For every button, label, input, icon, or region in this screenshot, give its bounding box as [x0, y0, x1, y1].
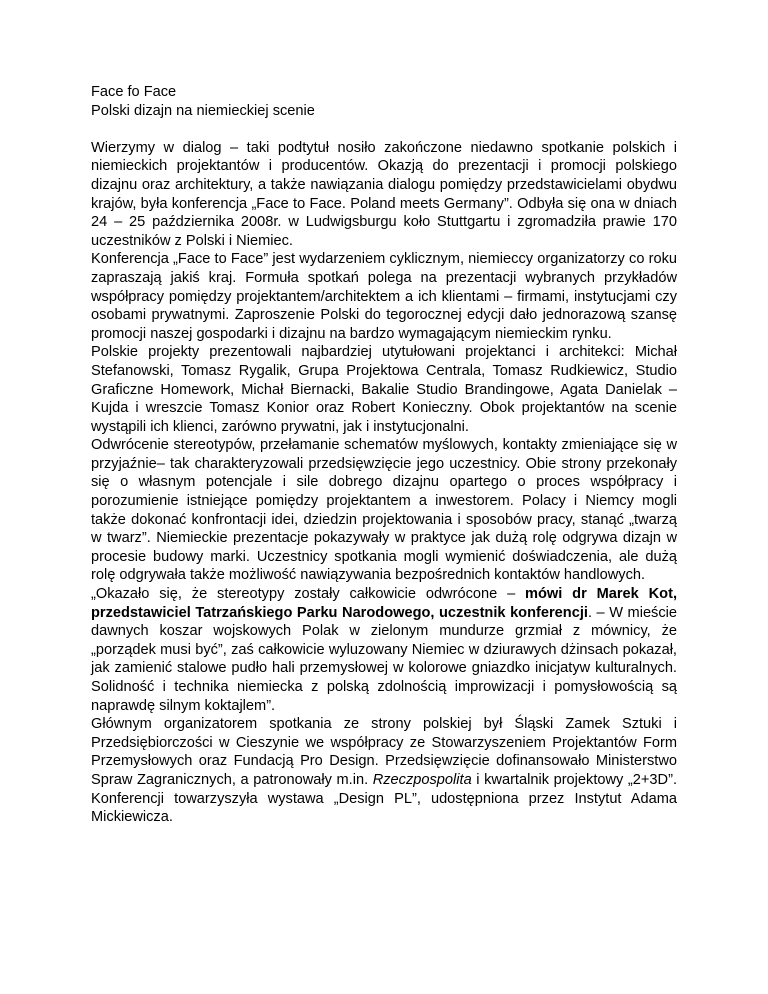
paragraph-conference-format: Konferencja „Face to Face” jest wydarzeniem cyklicznym, niemieccy organizatorzy co roku zapraszają jakiś kraj. Formuła spotkań polega na prezentacji wybranych przykładów współpracy pomiędzy projektantem/architektem a ich klientami – firmami, instytucjami czy osobami prywatnymi. Zaproszenie Polski do tegorocznej edycji dało jednorazową szansę promocji naszej gospodarki i dizajnu na bardzo wymagającym niemieckim rynku.	[91, 251, 677, 342]
paragraph-stereotypes: Odwrócenie stereotypów, przełamanie schematów myślowych, kontakty zmieniające się w przyjaźnie– tak charakteryzowali przedsięwzięcie jego uczestnicy. Obie strony przekonały się o własnym potencjale i sile dobrego dizajnu opartego o proces współpracy i porozumienie istniejące pomiędzy projektantem a inwestorem. Polacy i Niemcy mogli także dokonać konfrontacji idei, dziedzin projektowania i sposobów pracy, stanąć „twarzą w twarz”. Niemieckie prezentacje pokazywały w praktyce jak dużą rolę odgrywa dizajn w procesie budowy marki. Uczestnicy spotkania mogli wymienić doświadczenia, ale dużą rolę odgrywała także możliwość nawiązywania bezpośrednich kontaktów handlowych.	[91, 437, 677, 584]
document-page	[91, 83, 677, 827]
organizers-text-end: i kwartalnik projektowy „2+3D”. Konferencji towarzyszyła wystawa „Design PL”, udostępniona przez Instytut Adama Mickiewicza.	[91, 771, 677, 826]
paragraph-intro: Wierzymy w dialog – taki podtytuł nosiło zakończone niedawno spotkanie polskich i niemieckich projektantów i producentów. Okazją do prezentacji i promocji polskiego dizajnu oraz architektury, a także nawiązania dialogu pomiędzy przedstawicielami obydwu krajów, była konferencja „Face to Face. Poland meets Germany”. Odbyła się ona w dniach 24 – 25 października 2008r. w Ludwigsburgu koło Stuttgartu i zgromadziła prawie 170 uczestników z Polski i Niemiec.	[91, 139, 677, 249]
publication-name: Rzeczpospolita	[372, 771, 472, 788]
article-title-block	[91, 83, 677, 120]
organizers-text-start: Głównym organizatorem spotkania ze strony polskiej był Śląski Zamek Sztuki i Przedsiębiorczości w Cieszynie we współpracy ze Stowarzyszeniem Projektantów Form Przemysłowych oraz Fundacją Pro Design. Przedsięwzięcie dofinansowało Ministerstwo Spraw Zagranicznych, a patronowały m.in.	[91, 716, 677, 788]
article-title: Face fo Face	[91, 84, 177, 100]
paragraph-organizers	[91, 715, 677, 827]
quote-attribution: mówi dr Marek Kot, przedstawiciel Tatrzańskiego Parku Narodowego, uczestnik konferencji	[91, 586, 678, 621]
quote-text-end: . – W mieście dawnych koszar wojskowych Polak w zielonym mundurze grzmiał z mównicy, że „porządek musi być”, zaś całkowicie wyluzowany Niemiec w dziurawych dżinsach pokazał, jak zamienić stalowe pudło hali przemysłowej w kolorowe gniazdko inicjatyw kulturalnych. Solidność i technika niemiecka z polską zdolnością improwizacji i pomysłowością są naprawdę silnym koktajlem”.	[91, 604, 678, 714]
article-subtitle: Polski dizajn na niemieckiej scenie	[91, 102, 315, 119]
paragraph-quote	[91, 585, 677, 715]
paragraph-presenters: Polskie projekty prezentowali najbardziej utytułowani projektanci i architekci: Michał Stefanowski, Tomasz Rygalik, Grupa Projektowa Centrala, Tomasz Rudkiewicz, Studio Graficzne Homework, Michał Biernacki, Bakalie Studio Brandingowe, Agata Danielak – Kujda i wreszcie Tomasz Konior oraz Robert Konieczny. Obok projektantów na scenie wystąpili ich klienci, zarówno prywatni, jak i instytucjonalni.	[91, 344, 677, 435]
quote-text-start: „Okazało się, że stereotypy zostały całkowicie odwrócone –	[91, 586, 526, 603]
